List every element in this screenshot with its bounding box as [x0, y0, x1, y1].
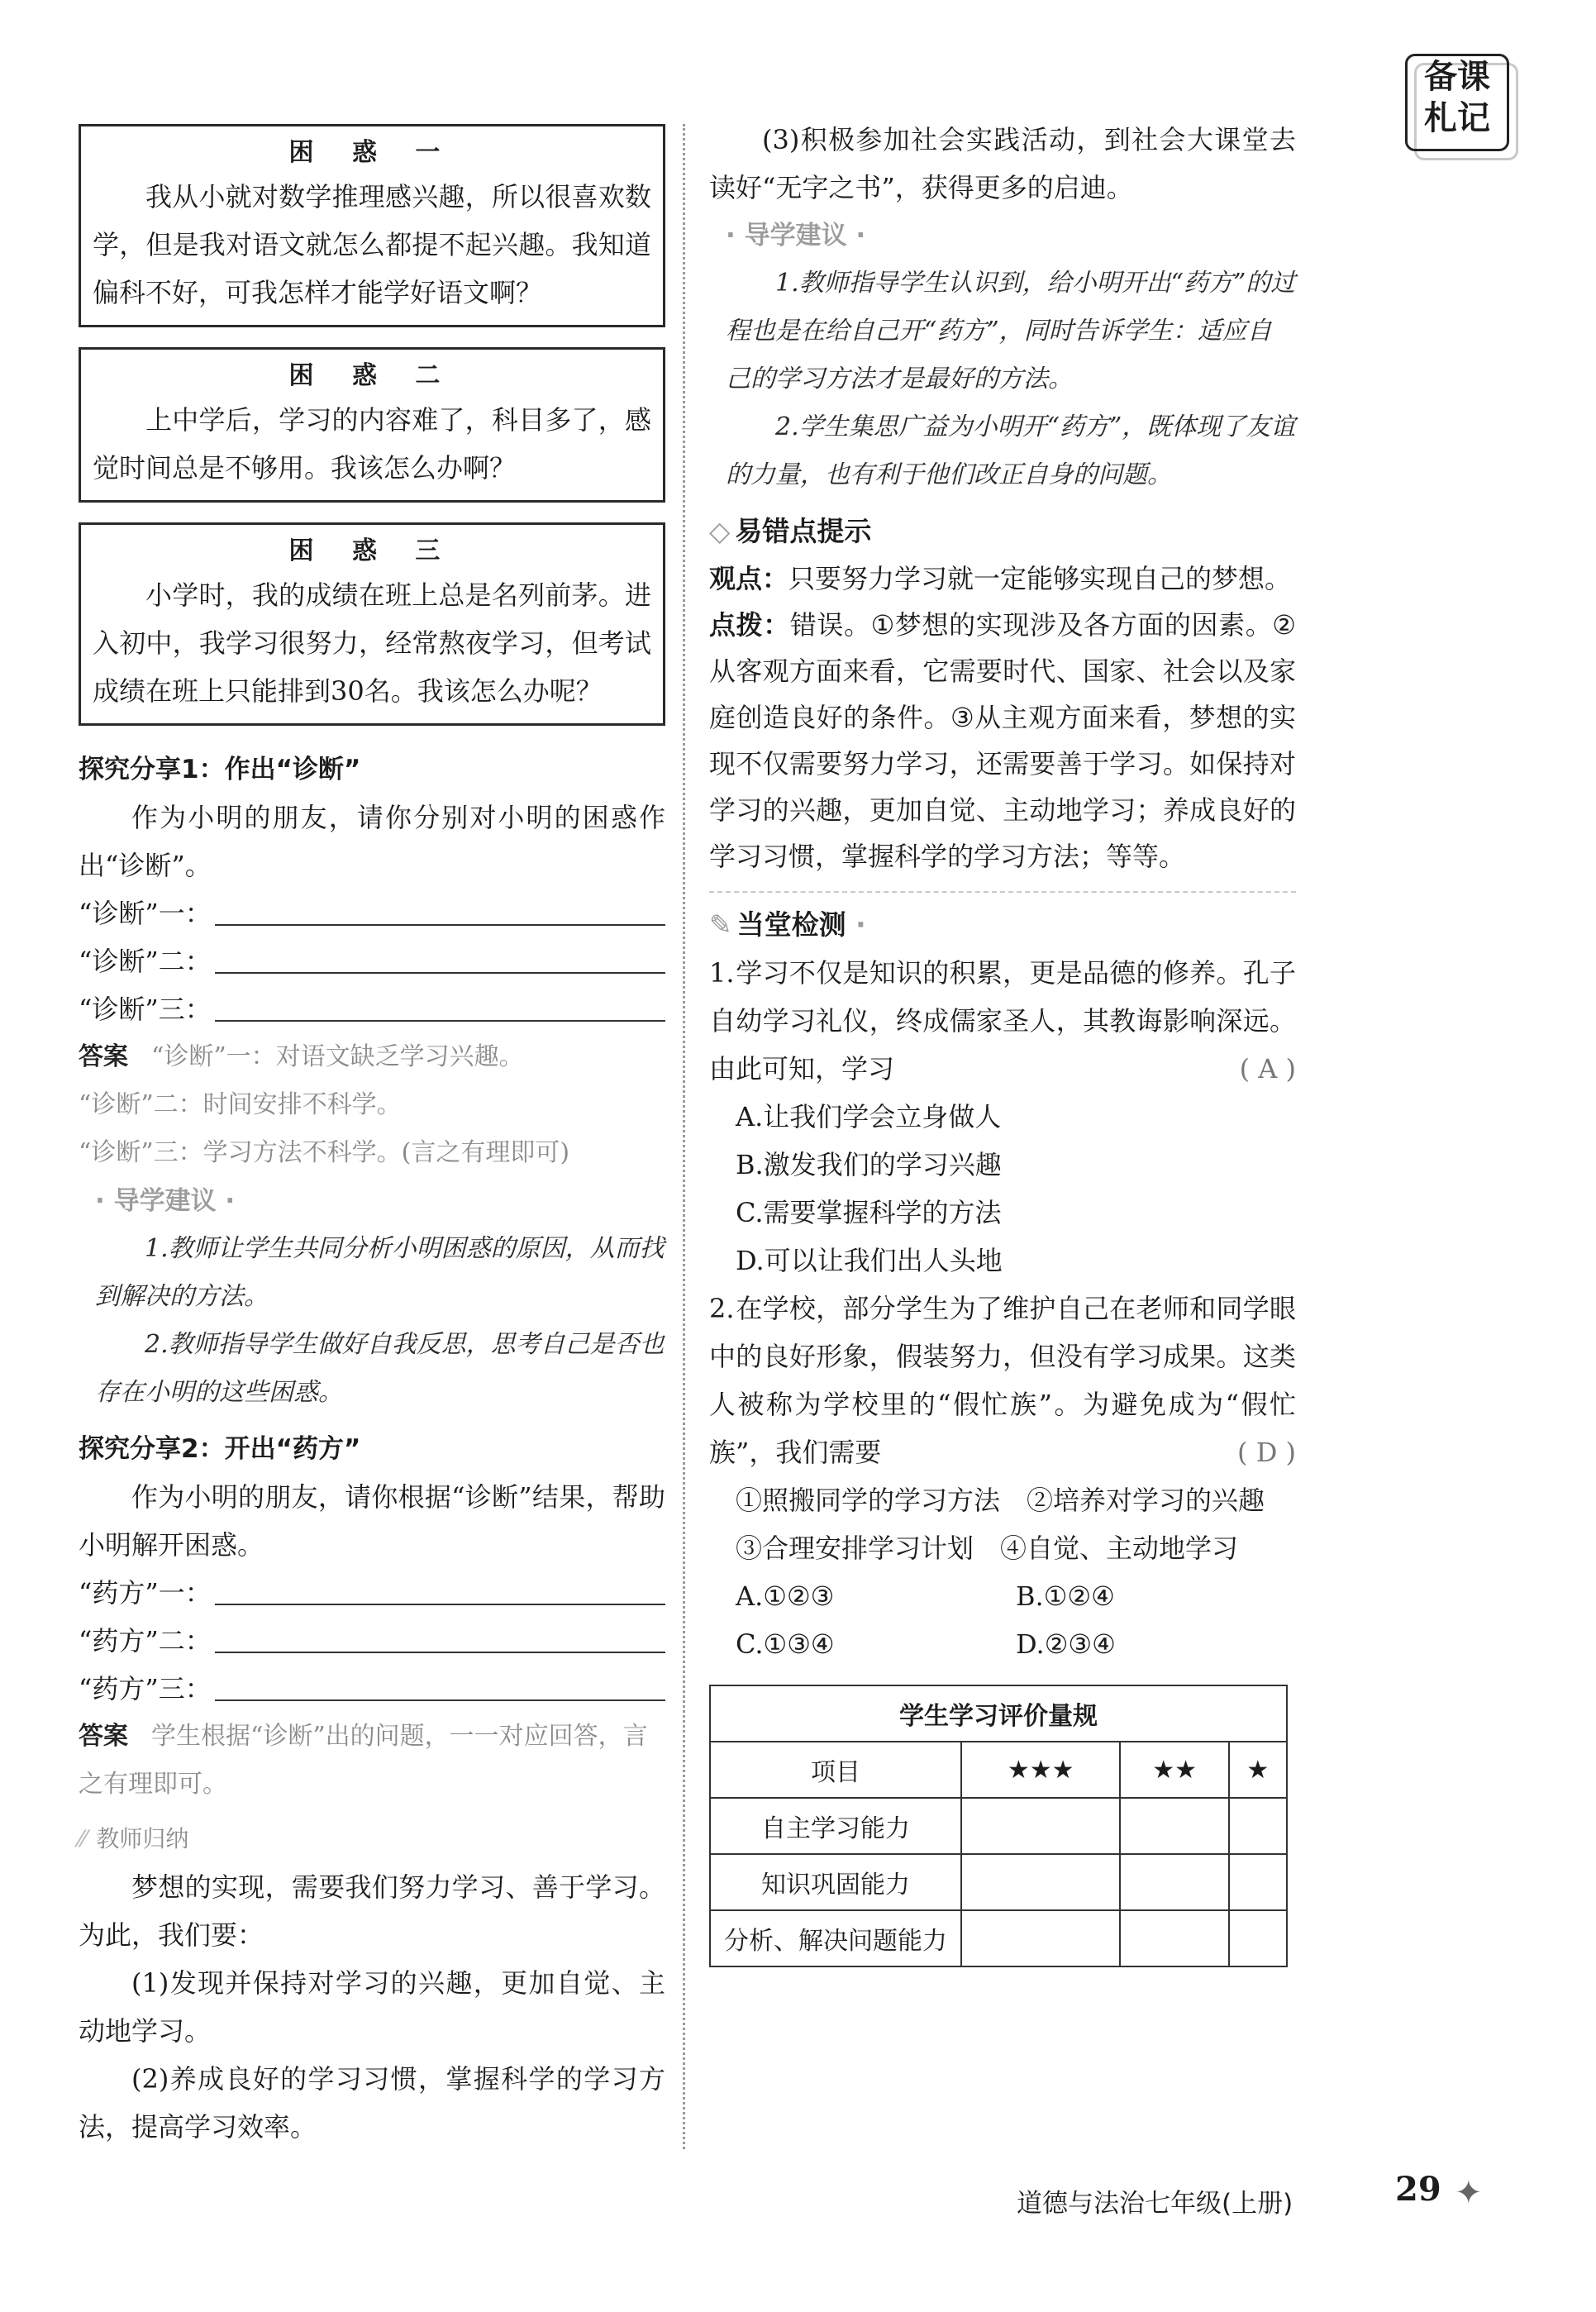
answer-text: “诊断”一：对语文缺乏学习兴趣。: [151, 1042, 524, 1071]
fill-label: “药方”一：: [79, 1577, 212, 1609]
rubric-cell[interactable]: [1229, 1798, 1287, 1854]
q2-option-d[interactable]: D.②③④: [1016, 1628, 1116, 1660]
question-1: [709, 949, 1296, 1093]
confusion-box-2: [79, 347, 665, 503]
fill-line[interactable]: [215, 970, 665, 974]
rubric-cell[interactable]: [961, 1798, 1120, 1854]
view-label: 观点：: [709, 563, 789, 594]
fill-label: “药方”三：: [79, 1673, 212, 1704]
summary-intro: 梦想的实现，需要我们努力学习、善于学习。为此，我们要：: [79, 1871, 665, 1951]
share2-prompt: 作为小明的朋友，请你根据“诊断”结果，帮助小明解开困惑。: [79, 1481, 665, 1561]
answer-tag: 答案: [79, 1042, 128, 1071]
fill-line[interactable]: [215, 1602, 665, 1605]
q2-options-row-1: [709, 1572, 1296, 1620]
rubric-row-label: 分析、解决问题能力: [710, 1910, 961, 1966]
fill-label: “药方”二：: [79, 1625, 212, 1657]
suggest-right-2: 2.学生集思广益为小明开“药方”，既体现了友谊的力量，也有利于他们改正自身的问题。: [726, 412, 1296, 489]
diagnosis-fill-3[interactable]: [79, 985, 665, 1033]
summary-item-2: (2)养成良好的学习习惯，掌握科学的学习方法，提高学习效率。: [79, 2063, 665, 2143]
rubric-row: [710, 1910, 1287, 1966]
q1-number: 1.: [709, 957, 735, 989]
rubric-cell[interactable]: [1229, 1910, 1287, 1966]
badge-line1: 备课: [1424, 58, 1490, 96]
summary-title: [79, 1815, 665, 1863]
q2-stem: 在学校，部分学生为了维护自己在老师和同学眼中的良好形象，假装努力，但没有学习成果。这类人被称为学校里的“假忙族”。为避免成为“假忙族”，我们需要: [709, 1293, 1296, 1468]
notes-badge: [1405, 54, 1509, 151]
q2-answer: ( D ): [1237, 1437, 1296, 1468]
rubric-header-1star: ★: [1229, 1742, 1287, 1798]
box-title: 困 惑 二: [288, 361, 455, 390]
section-separator: [709, 891, 1296, 893]
mistake-hint: [709, 602, 1296, 880]
fill-line[interactable]: [215, 922, 665, 926]
column-divider: [683, 124, 685, 2149]
rubric-row: [710, 1798, 1287, 1854]
share1-heading: 探究分享1：作出“诊断”: [79, 755, 361, 784]
test-title: 当堂检测: [736, 908, 846, 941]
confusion-box-1: [79, 124, 665, 327]
page-number: 29: [1395, 2170, 1441, 2209]
pencil-icon: ✎: [709, 908, 732, 941]
question-2: [709, 1285, 1296, 1476]
answer-text: 学生根据“诊断”出的问题，一一对应回答，言之有理即可。: [79, 1722, 648, 1799]
fill-line[interactable]: [215, 1698, 665, 1701]
suggest-title-right: · 导学建议 ·: [726, 221, 866, 250]
evaluation-rubric-table: [709, 1685, 1288, 1967]
rubric-header-2star: ★★: [1120, 1742, 1228, 1798]
view-text: 只要努力学习就一定能够实现自己的梦想。: [788, 563, 1292, 594]
summary-mark-icon: ⁄⁄: [79, 1825, 87, 1852]
share1-answer-1: [79, 1033, 665, 1081]
diagnosis-fill-1[interactable]: [79, 889, 665, 937]
box-title: 困 惑 三: [288, 536, 455, 565]
book-title: 道德与法治七年级(上册): [1017, 2189, 1293, 2219]
rubric-cell[interactable]: [1120, 1910, 1228, 1966]
box-title: 困 惑 一: [288, 138, 455, 167]
rubric-header-3star: ★★★: [961, 1742, 1120, 1798]
box-text: 我从小就对数学推理感兴趣，所以很喜欢数学，但是我对语文就怎么都提不起兴趣。我知道偏科不好，可我怎样才能学好语文啊？: [93, 181, 651, 308]
fill-label: “诊断”一：: [79, 898, 212, 929]
summary-title-text: 教师归纳: [96, 1825, 189, 1852]
rubric-caption: 学生学习评价量规: [710, 1685, 1287, 1742]
fill-label: “诊断”三：: [79, 994, 212, 1025]
mistake-icon: ◇: [709, 515, 731, 547]
q1-stem: 学习不仅是知识的积累，更是品德的修养。孔子自幼学习礼仪，终成儒家圣人，其教诲影响深远。由此可知，学习: [709, 957, 1296, 1084]
q2-option-b[interactable]: B.①②④: [1016, 1580, 1115, 1612]
suggest-right-1: 1.教师指导学生认识到，给小明开出“药方”的过程也是在给自己开“药方”，同时告诉学生：适应自己的学习方法才是最好的方法。: [726, 269, 1296, 393]
rubric-cell[interactable]: [961, 1910, 1120, 1966]
suggest-text-2: 2.教师指导学生做好自我反思，思考自己是否也存在小明的这些困惑。: [95, 1330, 665, 1407]
rubric-cell[interactable]: [961, 1854, 1120, 1910]
suggest-text-1: 1.教师让学生共同分析小明困惑的原因，从而找到解决的方法。: [95, 1234, 665, 1311]
prescription-fill-2[interactable]: [79, 1617, 665, 1665]
rubric-cell[interactable]: [1120, 1854, 1228, 1910]
share1-prompt: 作为小明的朋友，请你分别对小明的困惑作出“诊断”。: [79, 802, 665, 881]
prescription-fill-3[interactable]: [79, 1665, 665, 1713]
rubric-caption-row: [710, 1685, 1287, 1742]
prescription-fill-1[interactable]: [79, 1569, 665, 1617]
hint-label: 点拨：: [709, 609, 790, 641]
q1-option-a[interactable]: A.让我们学会立身做人: [736, 1101, 1002, 1132]
q1-option-d[interactable]: D.可以让我们出人头地: [736, 1245, 1003, 1276]
suggest-title: · 导学建议 ·: [95, 1186, 236, 1216]
rubric-cell[interactable]: [1120, 1798, 1228, 1854]
fill-line[interactable]: [215, 1018, 665, 1022]
summary-item-1: (1)发现并保持对学习的兴趣，更加自觉、主动地学习。: [79, 1967, 665, 2047]
fill-line[interactable]: [215, 1650, 665, 1653]
confusion-box-3: [79, 522, 665, 726]
share1-answer-2: “诊断”二：时间安排不科学。: [79, 1090, 402, 1119]
rubric-cell[interactable]: [1229, 1854, 1287, 1910]
box-text: 小学时，我的成绩在班上总是名列前茅。进入初中，我学习很努力，经常熬夜学习，但考试成绩在班上只能排到30名。我该怎么办呢？: [93, 579, 651, 707]
badge-line2: 札记: [1424, 99, 1490, 137]
rubric-row: [710, 1854, 1287, 1910]
rubric-row-label: 自主学习能力: [710, 1798, 961, 1854]
mistake-title: 易错点提示: [735, 515, 872, 547]
right-column: [709, 116, 1296, 1967]
share2-answer: [79, 1713, 665, 1809]
q2-options-row-2: [709, 1620, 1296, 1668]
answer-tag: 答案: [79, 1722, 128, 1751]
share2-heading: 探究分享2：开出“药方”: [79, 1434, 361, 1464]
q1-option-c[interactable]: C.需要掌握科学的方法: [736, 1197, 1002, 1228]
mistake-heading: [709, 508, 1296, 555]
rubric-row-label: 知识巩固能力: [710, 1854, 961, 1910]
summary-item-3: (3)积极参加社会实践活动，到社会大课堂去读好“无字之书”，获得更多的启迪。: [709, 124, 1296, 203]
q1-option-b[interactable]: B.激发我们的学习兴趣: [736, 1149, 1002, 1180]
test-heading: [709, 901, 1296, 949]
q2-number: 2.: [709, 1293, 735, 1324]
fill-label: “诊断”二：: [79, 946, 212, 977]
q2-option-c[interactable]: C.①③④: [736, 1628, 835, 1660]
diagnosis-fill-2[interactable]: [79, 937, 665, 985]
q2-statements: ①照搬同学的学习方法 ②培养对学习的兴趣 ③合理安排学习计划 ④自觉、主动地学习: [736, 1485, 1292, 1564]
hint-text: 错误。①梦想的实现涉及各方面的因素。②从客观方面来看，它需要时代、国家、社会以及家庭创造良好的条件。③从主观方面来看，梦想的实现不仅需要努力学习，还需要善于学习。如保持对学习的兴趣，更加自觉、主动地学习；养成良好的学习习惯，掌握科学的学习方法；等等。: [709, 609, 1296, 872]
q2-option-a[interactable]: A.①②③: [736, 1580, 835, 1612]
rubric-header-item: 项目: [710, 1742, 961, 1798]
mistake-view: [709, 555, 1296, 602]
share1-answer-3: “诊断”三：学习方法不科学。(言之有理即可): [79, 1138, 570, 1167]
dot-icon: ·: [846, 908, 866, 941]
box-text: 上中学后，学习的内容难了，科目多了，感觉时间总是不够用。我该怎么办啊？: [93, 404, 651, 484]
left-column: [79, 124, 665, 2151]
rubric-header-row: [710, 1742, 1287, 1798]
leaf-decoration-icon: ✦: [1455, 2174, 1483, 2212]
q1-answer: ( A ): [1239, 1053, 1296, 1084]
